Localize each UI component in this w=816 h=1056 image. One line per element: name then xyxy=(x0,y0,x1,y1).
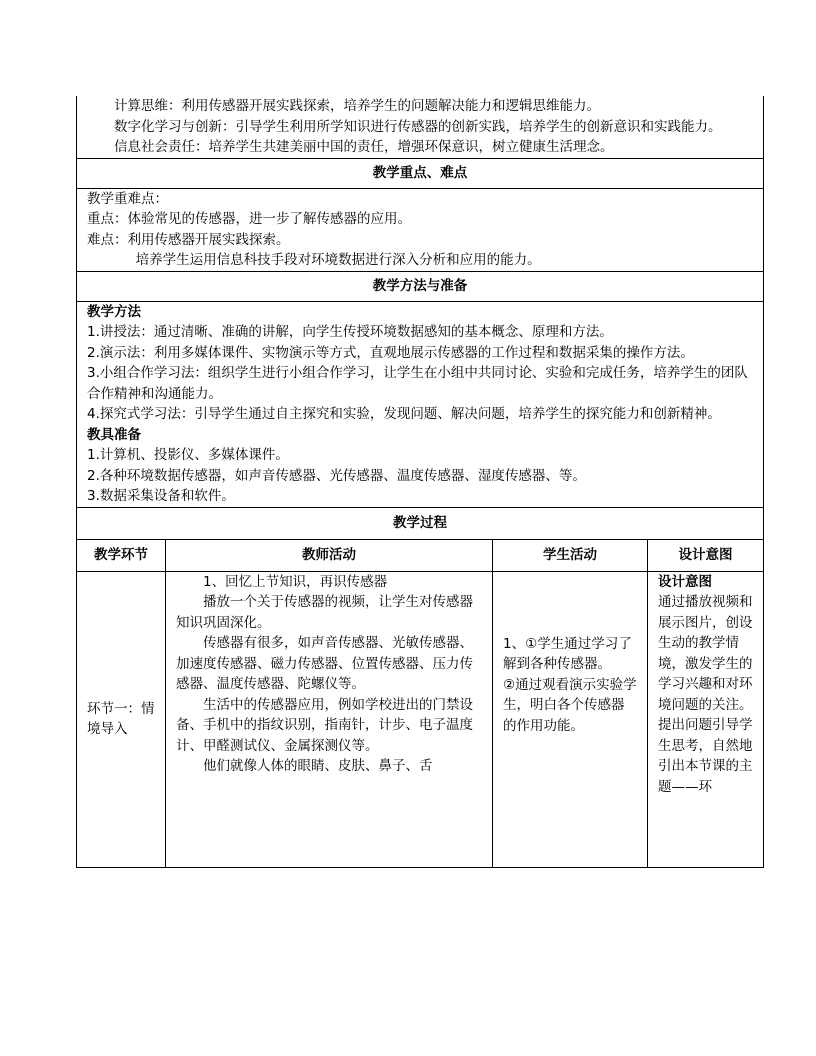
key-points-extra: 培养学生运用信息科技手段对环境数据进行深入分析和应用的能力。 xyxy=(135,252,541,268)
key-points-cell xyxy=(77,188,764,271)
column-header-design: 设计意图 xyxy=(648,539,764,571)
lesson-plan-table xyxy=(76,96,764,868)
methods-row xyxy=(77,301,764,507)
methods-cell xyxy=(77,301,764,507)
teacher-activity-line: 播放一个关于传感器的视频，让学生对传感器知识巩固深化。 xyxy=(176,594,473,631)
objective-computational-thinking: 计算思维：利用传感器开展实践探索，培养学生的问题解决能力和逻辑思维能力。 xyxy=(114,98,600,114)
process-column-header-row xyxy=(77,539,764,571)
methods-header: 教学方法与准备 xyxy=(77,271,764,301)
prep-title: 教具准备 xyxy=(87,426,141,443)
design-intent-cell xyxy=(648,571,764,867)
teacher-activity-line: 1、回忆上节知识，再识传感器 xyxy=(203,573,388,590)
key-points-header: 教学重点、难点 xyxy=(77,158,764,188)
key-points-difficulty: 难点：利用传感器开展实践探索。 xyxy=(87,231,290,248)
prep-item: 1.计算机、投影仪、多媒体课件。 xyxy=(87,447,289,463)
column-header-teacher: 教师活动 xyxy=(166,539,493,571)
student-activity-line: ②通过观看演示实验学生，明白各个传感器的作用功能。 xyxy=(503,676,637,734)
process-header-row xyxy=(77,507,764,539)
objective-digital-learning: 数字化学习与创新：引导学生利用所学知识进行传感器的创新实践，培养学生的创新意识和实践能力。 xyxy=(114,118,722,135)
teacher-activity-line: 他们就像人体的眼睛、皮肤、鼻子、舌 xyxy=(203,758,433,774)
design-intent-title: 设计意图 xyxy=(658,573,712,590)
method-item: 3.小组合作学习法：组织学生进行小组合作学习，让学生在小组中共同讨论、实验和完成任务，培养学生的团队合作精神和沟通能力。 xyxy=(87,365,748,402)
stage-label: 环节一：情境导入 xyxy=(87,700,155,737)
design-intent-text: 通过播放视频和展示图片，创设生动的教学情境，激发学生的学习兴趣和对环境问题的关注。提出问题引导学生思考，自然地引出本节课的主题——环 xyxy=(658,594,753,795)
process-row-stage-1 xyxy=(77,571,764,867)
prep-item: 2.各种环境数据传感器，如声音传感器、光传感器、温度传感器、湿度传感器、等。 xyxy=(87,467,586,484)
objective-social-responsibility: 信息社会责任：培养学生共建美丽中国的责任，增强环保意识，树立健康生活理念。 xyxy=(114,139,614,155)
method-item: 4.探究式学习法：引导学生通过自主探究和实验，发现问题、解决问题，培养学生的探究能力和创新精神。 xyxy=(87,406,721,422)
stage-cell xyxy=(77,571,166,867)
teacher-activity-cell xyxy=(166,571,493,867)
teacher-activity-line: 传感器有很多，如声音传感器、光敏传感器、加速度传感器、磁力传感器、位置传感器、压力传感器、温度传感器、陀螺仪等。 xyxy=(176,635,473,692)
methods-title: 教学方法 xyxy=(87,303,141,320)
methods-header-row xyxy=(77,271,764,301)
key-points-row xyxy=(77,188,764,271)
column-header-student: 学生活动 xyxy=(493,539,648,571)
objectives-row xyxy=(77,96,764,158)
key-points-intro: 教学重难点： xyxy=(87,190,168,207)
process-header: 教学过程 xyxy=(77,507,764,539)
method-item: 2.演示法：利用多媒体课件、实物演示等方式，直观地展示传感器的工作过程和数据采集的操作方法。 xyxy=(87,344,694,361)
method-item: 1.讲授法：通过清晰、准确的讲解，向学生传授环境数据感知的基本概念、原理和方法。 xyxy=(87,324,613,340)
column-header-stage: 教学环节 xyxy=(77,539,166,571)
student-activity-line: 1、①学生通过学习了解到各种传感器。 xyxy=(503,635,632,672)
objectives-cell xyxy=(77,96,764,158)
teacher-activity-line: 生活中的传感器应用，例如学校进出的门禁设备、手机中的指纹识别，指南针，计步、电子温度计、甲醛测试仪、金属探测仪等。 xyxy=(176,696,473,754)
key-points-header-row xyxy=(77,158,764,188)
prep-item: 3.数据采集设备和软件。 xyxy=(87,488,235,504)
key-points-focus: 重点：体验常见的传感器，进一步了解传感器的应用。 xyxy=(87,211,411,227)
student-activity-cell xyxy=(493,571,648,867)
lesson-plan-page xyxy=(76,96,763,868)
